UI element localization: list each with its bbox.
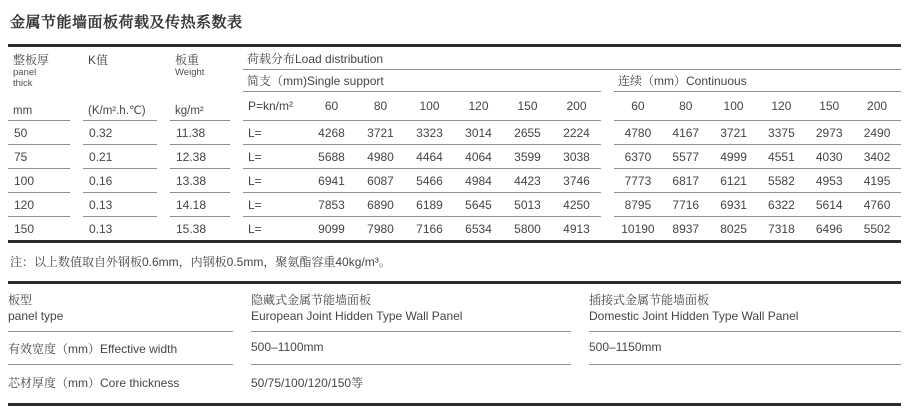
- header-k-value: [83, 47, 157, 121]
- span-col-label: 80: [373, 99, 388, 113]
- spec-type1-zh: 隐藏式金属节能墙面板: [251, 293, 372, 307]
- cell-thickness: 150: [14, 221, 35, 236]
- load-value: 7166: [416, 221, 443, 236]
- cell-continuous-group: [614, 145, 901, 169]
- load-value: 6931: [720, 197, 747, 212]
- load-value: 7773: [624, 173, 652, 188]
- load-value: 6322: [768, 197, 795, 212]
- table-row: [8, 169, 901, 193]
- span-col-label: 100: [419, 99, 440, 113]
- span-col-label: 200: [867, 99, 888, 113]
- load-value: 4195: [863, 173, 891, 188]
- load-value: 6121: [720, 173, 747, 188]
- spec-panel-type-label-en: panel type: [8, 308, 64, 323]
- header-row-1: [8, 47, 901, 70]
- l-label: L=: [248, 221, 262, 236]
- header-thickness-unit: mm: [13, 105, 33, 117]
- header-panel-thickness: [8, 47, 70, 121]
- cell-continuous-group: [614, 193, 901, 217]
- cell-continuous-group: [614, 169, 901, 193]
- load-value: 3721: [720, 125, 747, 140]
- spec-width-1: 500–1100mm: [251, 332, 571, 365]
- spec-panel-type-label: [8, 284, 233, 332]
- p-label: P=kn/m²: [248, 99, 294, 113]
- cell-thickness: 120: [8, 193, 70, 217]
- load-value: 4268: [318, 125, 345, 140]
- load-value: 6817: [672, 173, 700, 188]
- cell-weight: 12.38: [170, 145, 230, 169]
- header-k-value-stack: [83, 47, 157, 120]
- spec-core-label: 芯材厚度（mm）Core thickness: [8, 376, 180, 391]
- header-continuous: 连续（mm）Continuous: [614, 70, 901, 92]
- load-value: 6890: [367, 197, 394, 212]
- cell-k-value: 0.21: [83, 145, 157, 169]
- header-weight-unit: kg/m²: [175, 105, 204, 117]
- header-thickness-zh: 整板厚: [13, 53, 50, 67]
- load-value: 2224: [563, 125, 590, 140]
- span-col-label: 60: [631, 99, 645, 113]
- load-value: 7716: [672, 197, 700, 212]
- spec-type2-zh: 插接式金属节能墙面板: [589, 293, 710, 307]
- cell-weight: 14.18: [170, 193, 230, 217]
- l-label: L=: [248, 173, 262, 188]
- continuous-span-header-row: [614, 99, 901, 113]
- load-value: 4167: [672, 125, 700, 140]
- span-col-label: 80: [679, 99, 693, 113]
- load-value: 4999: [720, 149, 747, 164]
- load-value: 4030: [815, 149, 843, 164]
- load-value: 7853: [318, 197, 345, 212]
- table-row: [8, 145, 901, 169]
- cell-single-group: [243, 145, 601, 169]
- span-col-label: 200: [566, 99, 587, 113]
- load-value: 4780: [624, 125, 652, 140]
- cell-weight: 15.38: [176, 221, 207, 236]
- load-table: [0, 47, 907, 240]
- load-value: 5577: [672, 149, 700, 164]
- load-value: 8025: [720, 221, 747, 236]
- load-value: 5645: [465, 197, 492, 212]
- cell-continuous-group: [614, 121, 901, 145]
- load-value: 6087: [367, 173, 394, 188]
- spec-table-section: [8, 284, 901, 406]
- load-value: 3599: [514, 149, 541, 164]
- spec-core-2: [589, 365, 901, 403]
- spec-row-panel-type: [8, 284, 901, 332]
- single-values-row: [243, 150, 601, 164]
- span-col-label: 150: [517, 99, 538, 113]
- header-single-support: 简支（mm)Single support: [243, 70, 601, 92]
- cell-thickness: 75: [8, 145, 70, 169]
- spec-core-1: 50/75/100/120/150等: [251, 376, 364, 391]
- load-value: 2655: [514, 125, 541, 140]
- footnote: 注：以上数值取自外钢板0.6mm，内钢板0.5mm，聚氨酯容重40kg/m³。: [8, 243, 901, 284]
- load-value: 8937: [672, 221, 700, 236]
- load-value: 5013: [514, 197, 541, 212]
- continuous-values-row: [614, 222, 901, 236]
- load-value: 2490: [863, 125, 891, 140]
- load-value: 3375: [768, 125, 795, 140]
- load-value: 7980: [367, 221, 394, 236]
- load-value: 3721: [367, 125, 394, 140]
- spec-type1-en: European Joint Hidden Type Wall Panel: [251, 308, 463, 323]
- cell-single-group: [243, 193, 601, 217]
- single-values-row: [243, 222, 601, 236]
- l-label: L=: [248, 197, 262, 212]
- load-value: 5800: [514, 221, 541, 236]
- table-row: [8, 193, 901, 217]
- header-k-zh: K值: [88, 53, 109, 67]
- load-value: 5582: [768, 173, 795, 188]
- load-value: 6496: [815, 221, 843, 236]
- header-load-distribution: 荷载分布Load distribution: [243, 47, 901, 70]
- load-value: 4913: [563, 221, 590, 236]
- header-weight: [170, 47, 230, 121]
- spec-panel-type-1: [251, 284, 571, 332]
- load-value: 5614: [815, 197, 843, 212]
- load-value: 6534: [465, 221, 492, 236]
- cell-k-value: 0.32: [83, 121, 157, 145]
- single-values-row: [243, 174, 601, 188]
- span-col-label: 120: [771, 99, 792, 113]
- spec-width-2: 500–1150mm: [589, 332, 901, 365]
- span-col-label: 100: [723, 99, 744, 113]
- cell-weight: 13.38: [170, 169, 230, 193]
- load-value: 5466: [416, 173, 443, 188]
- single-values-row: [243, 126, 601, 140]
- header-thickness-en1: panel: [13, 67, 37, 78]
- l-label: L=: [248, 125, 262, 140]
- load-value: 3323: [416, 125, 443, 140]
- load-table-section: [8, 44, 901, 243]
- cell-k-value: 0.16: [83, 169, 157, 193]
- header-single-spans: [243, 92, 601, 121]
- load-value: 4551: [768, 149, 795, 164]
- table-row: [8, 217, 901, 240]
- spec-panel-type-label-zh: 板型: [8, 293, 33, 307]
- header-panel-thickness-stack: [8, 47, 70, 120]
- spec-row-core-thickness: [8, 365, 901, 403]
- load-value: 4464: [416, 149, 443, 164]
- load-value: 10190: [621, 221, 655, 236]
- load-value: 4984: [465, 173, 492, 188]
- load-value: 4250: [563, 197, 590, 212]
- single-span-header-row: [243, 99, 601, 113]
- load-value: 6370: [624, 149, 652, 164]
- continuous-values-row: [614, 150, 901, 164]
- load-value: 7318: [768, 221, 795, 236]
- load-value: 2973: [815, 125, 843, 140]
- span-col-label: 60: [324, 99, 339, 113]
- cell-weight: 11.38: [170, 121, 230, 145]
- header-thickness-en2: thick: [13, 77, 33, 89]
- load-value: 5688: [318, 149, 345, 164]
- load-value: 4953: [815, 173, 843, 188]
- header-weight-zh: 板重: [175, 53, 200, 67]
- load-value: 3038: [563, 149, 590, 164]
- cell-k-value: 0.13: [89, 221, 113, 236]
- continuous-values-row: [614, 198, 901, 212]
- load-value: 4980: [367, 149, 394, 164]
- load-value: 6189: [416, 197, 443, 212]
- cell-single-group: [243, 169, 601, 193]
- load-value: 4423: [514, 173, 541, 188]
- cell-single-group: [243, 217, 601, 240]
- header-continuous-spans: [614, 92, 901, 121]
- load-value: 5502: [863, 221, 891, 236]
- spec-row-effective-width: [8, 332, 901, 365]
- span-col-label: 120: [468, 99, 489, 113]
- continuous-values-row: [614, 126, 901, 140]
- cell-thickness: 50: [8, 121, 70, 145]
- load-value: 6941: [318, 173, 345, 188]
- page-title: 金属节能墙面板荷载及传热系数表: [10, 14, 243, 31]
- spec-type2-en: Domestic Joint Hidden Type Wall Panel: [589, 308, 799, 323]
- continuous-values-row: [614, 174, 901, 188]
- cell-thickness: 100: [8, 169, 70, 193]
- load-value: 8795: [624, 197, 652, 212]
- load-value: 4760: [863, 197, 891, 212]
- cell-k-value: 0.13: [83, 193, 157, 217]
- span-col-label: 150: [819, 99, 840, 113]
- header-weight-stack: [170, 47, 230, 120]
- single-values-row: [243, 198, 601, 212]
- spec-table: [0, 284, 907, 403]
- load-value: 3014: [465, 125, 492, 140]
- cell-single-group: [243, 121, 601, 145]
- load-value: 3402: [863, 149, 891, 164]
- header-k-unit: (K/m².h.℃): [88, 105, 146, 117]
- header-weight-en: Weight: [175, 67, 205, 78]
- cell-continuous-group: [614, 217, 901, 240]
- load-value: 4064: [465, 149, 492, 164]
- load-value: 3746: [563, 173, 590, 188]
- spec-width-label: 有效宽度（mm）Effective width: [8, 332, 233, 365]
- load-value: 9099: [318, 221, 345, 236]
- l-label: L=: [248, 149, 262, 164]
- spec-panel-type-2: [589, 284, 901, 332]
- table-row: [8, 121, 901, 145]
